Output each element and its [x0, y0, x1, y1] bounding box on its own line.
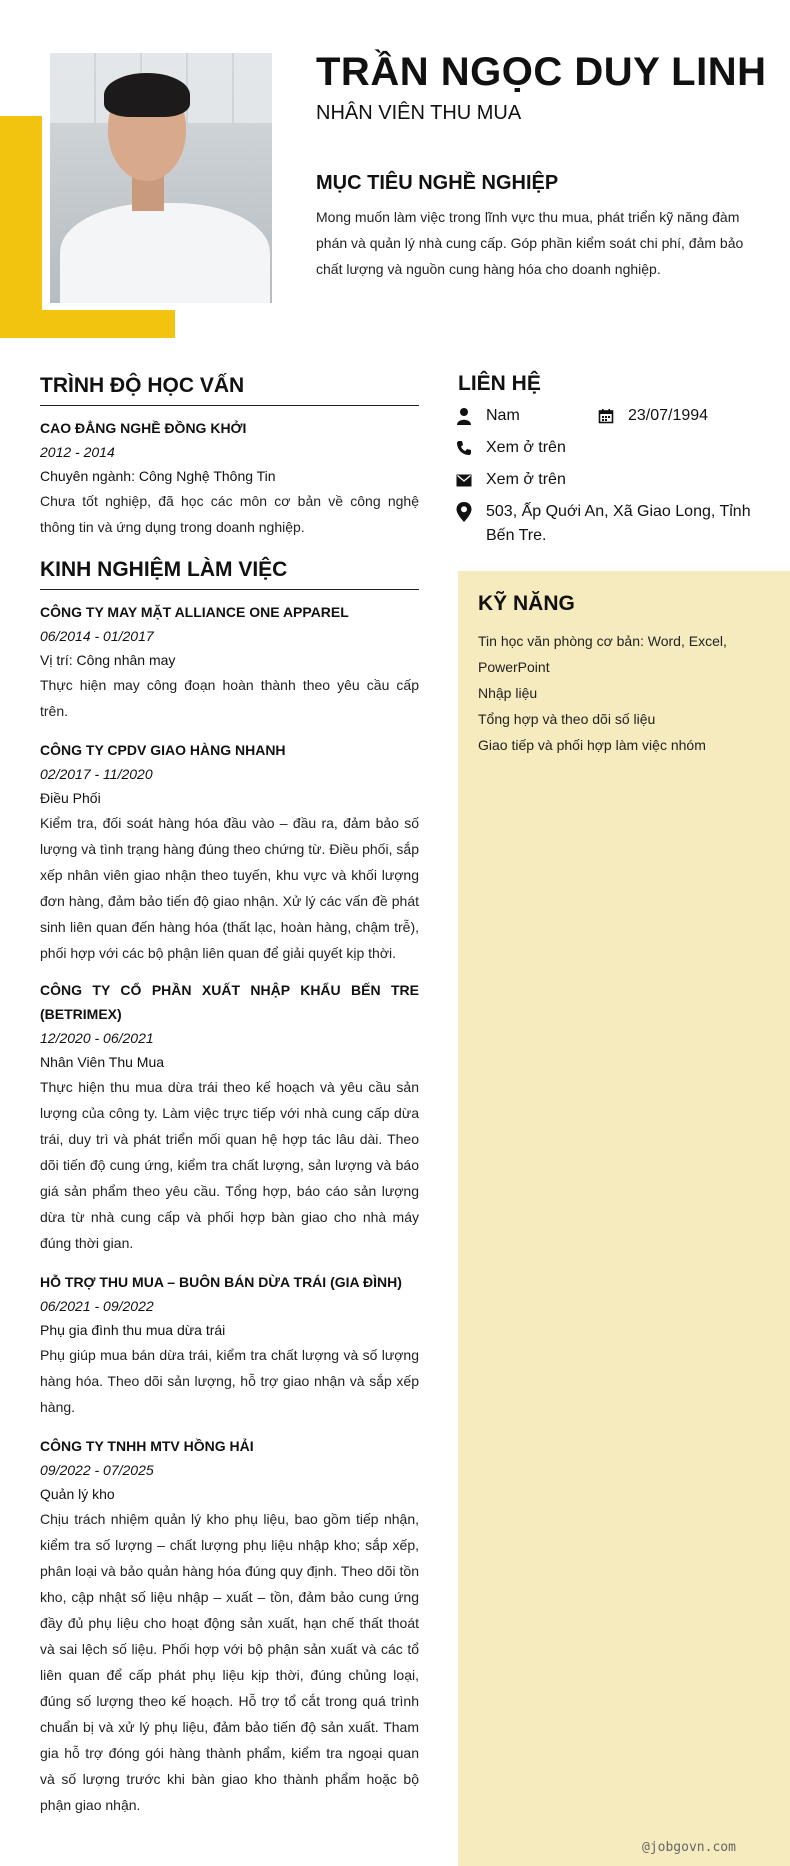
- career-objective-heading: MỤC TIÊU NGHỀ NGHIỆP: [316, 172, 559, 194]
- experience-item: [40, 600, 419, 724]
- school-name: CAO ĐẲNG NGHỀ ĐỒNG KHỞI: [40, 420, 247, 436]
- experience-dates: 06/2014 - 01/2017: [40, 628, 154, 644]
- education-heading: TRÌNH ĐỘ HỌC VẤN: [40, 374, 419, 406]
- experience-heading: KINH NGHIỆM LÀM VIỆC: [40, 558, 419, 590]
- profile-photo: [50, 53, 272, 303]
- experience-description: Phụ giúp mua bán dừa trái, kiểm tra chất lượng và số lượng hàng hóa. Theo dõi sản lượng, hỗ trợ giao nhận và sắp xếp hàng.: [40, 1347, 419, 1415]
- career-objective-text: Mong muốn làm việc trong lĩnh vực thu mua, phát triển kỹ năng đàm phán và quản lý nhà cung cấp. Góp phần kiểm soát chi phí, đảm bảo chất lượng và nguồn cung hàng hóa cho doanh nghiệp.: [316, 209, 744, 277]
- phone-icon: [456, 436, 486, 460]
- company-name: HỖ TRỢ THU MUA – BUÔN BÁN DỪA TRÁI (GIA ĐÌNH): [40, 1274, 402, 1290]
- contact-birthday: [598, 404, 708, 428]
- accent-bar-vertical: [0, 116, 42, 338]
- contact-gender: [456, 404, 520, 428]
- skills-list: [478, 628, 748, 758]
- company-name: CÔNG TY MAY MẶT ALLIANCE ONE APPAREL: [40, 604, 349, 620]
- experience-role: Vị trí: Công nhân may: [40, 652, 176, 668]
- experience-description: Thực hiện thu mua dừa trái theo kế hoạch và yêu cầu sản lượng của công ty. Làm việc trực tiếp với nhà cung cấp dừa trái, duy trì và phát triển mối quan hệ hợp tác lâu dài. Theo dõi tiến độ cung ứng, kiểm tra chất lượng, sản lượng và báo giá sản phẩm theo yêu cầu. Tổng hợp, báo cáo sản lượng dừa từ nhà cung cấp và phối hợp bàn giao cho nhà máy đúng thời gian.: [40, 1079, 419, 1251]
- site-watermark: @jobgovn.com: [642, 1840, 736, 1855]
- candidate-title: NHÂN VIÊN THU MUA: [316, 102, 522, 124]
- experience-item: [40, 1434, 419, 1818]
- experience-description: Thực hiện may công đoạn hoàn thành theo yêu cầu cấp trên.: [40, 677, 419, 719]
- location-pin-icon: [456, 500, 486, 524]
- skill-item: Nhập liệu: [478, 685, 538, 701]
- contact-address-value: 503, Ấp Quới An, Xã Giao Long, Tỉnh Bến Tre.: [486, 503, 751, 544]
- contact-phone-value: Xem ở trên: [486, 439, 566, 456]
- education-description: Chưa tốt nghiệp, đã học các môn cơ bản về công nghệ thông tin và ứng dụng trong doanh nghiệp.: [40, 493, 419, 535]
- calendar-icon: [598, 404, 628, 428]
- company-name: CÔNG TY CPDV GIAO HÀNG NHANH: [40, 742, 286, 758]
- experience-dates: 02/2017 - 11/2020: [40, 766, 153, 782]
- mail-icon: [456, 468, 486, 492]
- contact-gender-value: Nam: [486, 407, 520, 424]
- experience-description: Kiểm tra, đối soát hàng hóa đầu vào – đầu ra, đảm bảo số lượng và tình trạng hàng đúng theo chứng từ. Điều phối, sắp xếp nhân viên giao nhận theo tuyến, khu vực và khối lượng đơn hàng, đảm bảo tiến độ giao nhận. Xử lý các vấn đề phát sinh liên quan đến hàng hóa (thất lạc, hoàn hàng, chậm trễ), phối hợp với các bộ phận liên quan để giải quyết kịp thời.: [40, 815, 419, 961]
- experience-dates: 12/2020 - 06/2021: [40, 1030, 154, 1046]
- company-name: CÔNG TY CỔ PHẦN XUẤT NHẬP KHẨU BẾN TRE (BETRIMEX): [40, 982, 419, 1022]
- experience-role: Nhân Viên Thu Mua: [40, 1054, 165, 1070]
- experience-role: Quản lý kho: [40, 1486, 115, 1502]
- skill-item: Giao tiếp và phối hợp làm việc nhóm: [478, 737, 706, 753]
- experience-description: Chịu trách nhiệm quản lý kho phụ liệu, bao gồm tiếp nhận, kiểm tra số lượng – chất lượng phụ liệu nhập kho; sắp xếp, phân loại và bảo quản hàng hóa đúng quy định. Theo dõi tồn kho, cập nhật số liệu nhập – xuất – tồn, đảm bảo cung ứng đầy đủ phụ liệu cho hoạt động sản xuất, hạn chế thất thoát và sai lệch số liệu. Phối hợp với bộ phận sản xuất và các tổ liên quan để cấp phát phụ liệu kịp thời, đúng chủng loại, đúng số lượng theo kế hoạch. Hỗ trợ tổ cắt trong quá trình chuẩn bị và xử lý phụ liệu, đảm bảo tiến độ sản xuất. Tham gia hỗ trợ đóng gói hàng thành phẩm, kiểm tra ngoại quan và số lượng trước khi bàn giao kho thành phẩm hoặc bộ phận giao nhận.: [40, 1511, 419, 1813]
- education-major: Chuyên ngành: Công Nghệ Thông Tin: [40, 468, 276, 484]
- company-name: CÔNG TY TNHH MTV HỒNG HẢI: [40, 1438, 254, 1454]
- person-icon: [456, 404, 486, 428]
- education-entry: [40, 416, 419, 540]
- accent-bar-horizontal: [0, 310, 175, 338]
- education-dates: 2012 - 2014: [40, 444, 115, 460]
- contact-email-value: Xem ở trên: [486, 471, 566, 488]
- experience-role: Phụ gia đình thu mua dừa trái: [40, 1322, 226, 1338]
- experience-role: Điều Phối: [40, 790, 101, 806]
- experience-dates: 09/2022 - 07/2025: [40, 1462, 154, 1478]
- experience-item: [40, 1270, 419, 1420]
- candidate-name: TRẦN NGỌC DUY LINH: [316, 50, 767, 94]
- contact-birthday-value: 23/07/1994: [628, 407, 709, 424]
- contact-phone[interactable]: [456, 436, 566, 460]
- contact-heading: LIÊN HỆ: [458, 372, 541, 395]
- experience-item: [40, 738, 419, 966]
- experience-dates: 06/2021 - 09/2022: [40, 1298, 154, 1314]
- contact-email[interactable]: [456, 468, 566, 492]
- skills-panel: [458, 571, 790, 1866]
- contact-address: [456, 500, 756, 548]
- left-column: [40, 374, 419, 1818]
- skills-heading: KỸ NĂNG: [478, 592, 575, 615]
- skill-item: Tin học văn phòng cơ bản: Word, Excel, PowerPoint: [478, 633, 727, 675]
- skill-item: Tổng hợp và theo dõi số liệu: [478, 711, 656, 727]
- experience-item: [40, 978, 419, 1256]
